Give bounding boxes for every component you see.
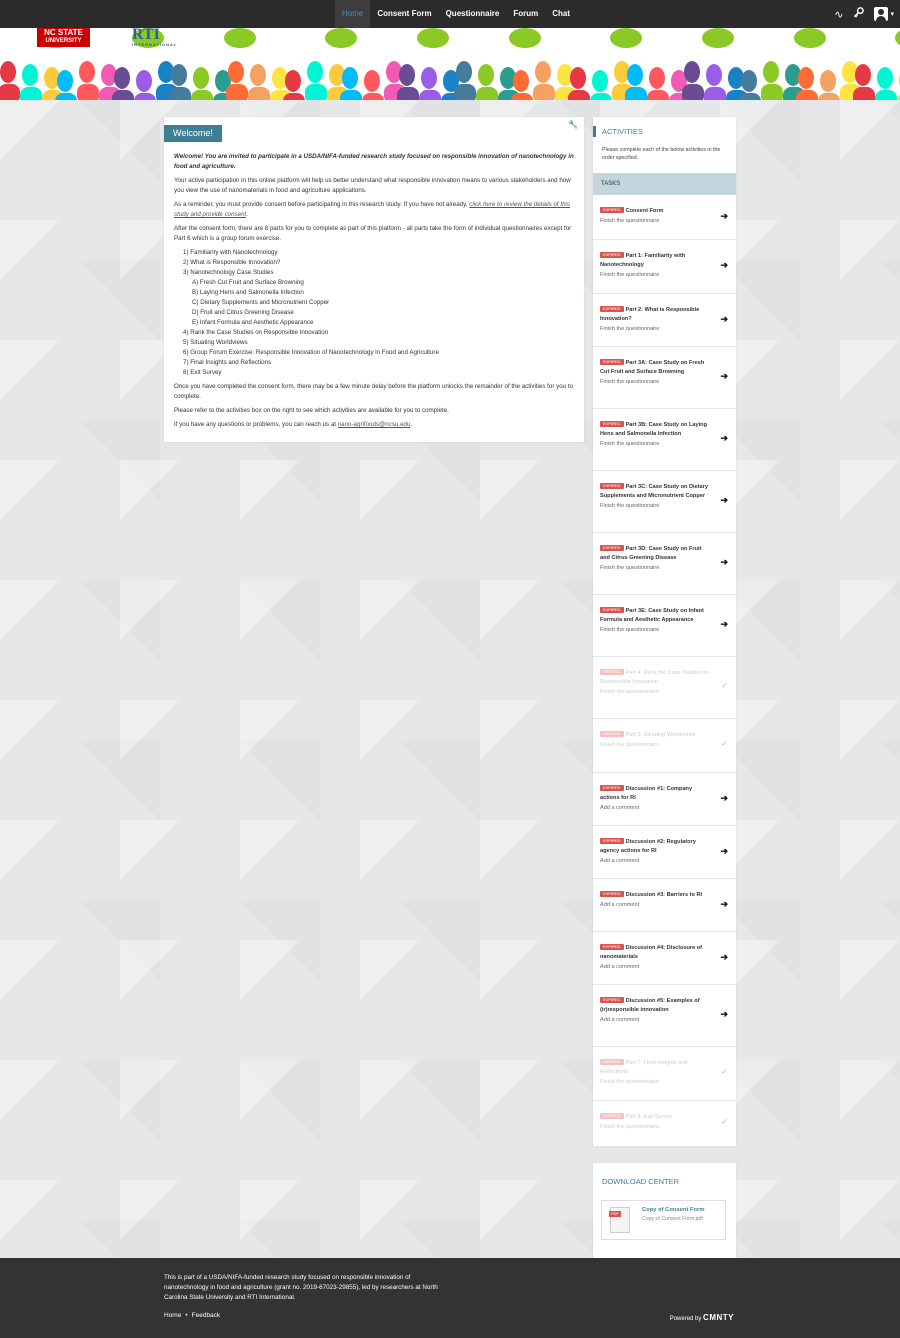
expired-badge: EXPIRED [600,607,624,613]
welcome-paragraph: Your active participation in this online platform will help us better understand what responsible innovation means to various stakeholders and how you view the use of nanomaterials in food and agriculture applications. [174,177,571,194]
wrench-icon[interactable]: 🔧 [568,120,578,129]
silhouette-head [193,67,209,89]
task-title [600,359,712,377]
arrow-right-icon: ➔ [720,313,728,324]
expired-badge: EXPIRED [600,545,624,551]
list-item: 5) Situating Worldviews [183,339,248,346]
task-title-text: Part 2: What is Responsible Innovation? [600,307,700,322]
task-item[interactable] [593,533,736,595]
task-item[interactable] [593,773,736,826]
task-item[interactable] [593,1101,736,1147]
expired-badge: EXPIRED [600,421,624,427]
expired-badge: EXPIRED [600,785,624,791]
task-item[interactable] [593,879,736,932]
welcome-title: Welcome! [164,125,222,142]
list-item: 4) Rank the Case Studies on Responsible Innovation [183,329,329,336]
download-item-filename: Copy of Consent Form.pdf [642,1216,703,1222]
task-title [600,1059,712,1077]
silhouette-head [855,64,871,86]
silhouette-head [57,70,73,92]
silhouette-head [570,67,586,89]
silhouette-head [513,70,529,92]
task-item[interactable] [593,294,736,347]
task-content [600,669,712,696]
task-subtitle: Finish the questionnaire [600,742,660,748]
task-subtitle: Add a comment [600,858,640,864]
download-item[interactable] [601,1200,726,1240]
task-content [600,421,712,448]
task-item[interactable] [593,409,736,471]
silhouette-body [0,84,20,100]
silhouette-head [798,67,814,89]
top-navbar [0,0,900,28]
silhouette-body [476,87,498,100]
list-item: D) Fruit and Citrus Greening Disease [192,309,294,316]
speech-bubble [417,28,449,48]
nav-consent-form[interactable]: Consent Form [377,9,432,18]
ncstate-logo[interactable]: NC STATE UNIVERSITY [37,28,90,47]
silhouette-head [228,61,244,83]
task-subtitle: Add a comment [600,1017,640,1023]
main-nav [335,0,577,28]
task-subtitle: Finish the questionnaire [600,565,660,571]
silhouette-head [250,64,266,86]
task-subtitle: Finish the questionnaire [600,1124,660,1130]
expired-badge: EXPIRED [600,359,624,365]
key-icon[interactable] [853,7,864,21]
task-content [600,545,712,572]
silhouette-head [877,67,893,89]
arrow-right-icon: ➔ [720,557,728,567]
list-item: 7) Final Insights and Reflections [183,359,272,366]
list-item: 2) What is Responsible Innovation? [183,259,281,266]
silhouette-head [456,61,472,83]
task-title-text: Part 3B: Case Study on Laying Hens and Salmonella Infection [600,422,707,437]
powered-by[interactable]: Powered by CMNTY [669,1313,734,1322]
task-subtitle: Finish the questionnaire [600,326,660,332]
silhouette-body [818,93,840,100]
silhouette-body [305,84,327,100]
silhouette-head [684,61,700,83]
task-title [600,838,712,856]
list-item: C) Dietary Supplements and Micronutrient Copper [192,299,330,306]
expired-badge: EXPIRED [600,1059,624,1065]
task-item[interactable] [593,826,736,879]
welcome-intro: Welcome! You are invited to participate in a USDA/NIFA-funded research study focused on responsible innovation of nanotechnology in food and agriculture. [174,153,574,170]
list-item: 1) Familiarity with Nanotechnology [183,249,278,256]
silhouette-body [397,87,419,100]
welcome-paragraph: After the consent form, there are 8 parts for you to complete as part of this platform - all parts take the form of individual questionnaires except for Part 6 which is a group forum exercise. [174,225,572,242]
silhouette-head [592,70,608,92]
task-title-text: Consent Form [625,208,664,214]
speech-bubble [610,28,642,48]
list-item: 8) Exit Survey [183,369,222,376]
task-item[interactable] [593,985,736,1047]
speech-bubble [509,28,541,48]
task-subtitle: Finish the questionnaire [600,627,660,633]
rti-logo[interactable]: RTI INTERNATIONAL [132,28,178,47]
arrow-right-icon: ➔ [720,495,728,505]
footer [0,1258,900,1338]
silhouette-body [875,90,897,100]
task-title [600,944,712,962]
task-title-text: Part 3A: Case Study on Fresh Cut Fruit and Surface Browning [600,360,705,375]
expired-badge: EXPIRED [600,1113,624,1119]
nav-right-tools [834,0,894,28]
footer-text: This is part of a USDA/NIFA-funded research study focused on responsible innovation of nanotechnology in food and agriculture (grant no. 2019-67023-29855), led by researchers at North Carolina State University and RTI International. [164,1274,438,1301]
silhouette-body [625,87,647,100]
footer-separator: • [185,1312,188,1319]
silhouette-head [114,67,130,89]
activity-icon[interactable]: ∿ [834,8,844,21]
silhouette-head [706,64,722,86]
task-content [600,997,712,1024]
silhouette-body [704,87,726,100]
silhouette-head [136,70,152,92]
expired-badge: EXPIRED [600,207,624,213]
download-center-widget [593,1163,736,1258]
task-title-text: Discussion #3: Barriers to RI [625,892,703,898]
pdf-file-icon: PDF [610,1207,630,1233]
task-title-text: Discussion #4: Disclosure of nanomaterials [600,945,703,960]
welcome-widget [164,117,584,442]
silhouette-head [741,70,757,92]
task-title-text: Part 1: Familiarity with Nanotechnology [600,253,686,268]
task-content [600,1113,712,1131]
silhouette-head [649,67,665,89]
task-title-text: Part 5: Situating Worldviews [625,732,696,738]
task-subtitle: Finish the questionnaire [600,689,660,695]
silhouette-head [285,70,301,92]
task-title [600,607,712,625]
silhouette-body [419,90,441,100]
nav-questionnaire[interactable]: Questionnaire [445,9,500,18]
task-title [600,1113,712,1122]
arrow-right-icon: ➔ [720,433,728,443]
task-title [600,785,712,803]
silhouette-head [478,64,494,86]
silhouette-head [627,64,643,86]
speech-bubble [224,28,256,48]
nav-home[interactable]: Home [335,0,370,28]
list-item: 6) Group Forum Exercise: Responsible Innovation of Nanotechnology in Food and Agriculture [183,349,439,356]
contact-paragraph: If you have any questions or problems, you can reach us at nano-agrifoods@ncsu.edu. [174,421,413,428]
expired-badge: EXPIRED [600,731,624,737]
expired-badge: EXPIRED [600,306,624,312]
task-title [600,306,712,324]
silhouette-head [79,61,95,83]
task-subtitle: Finish the questionnaire [600,503,660,509]
task-content [600,306,712,333]
welcome-paragraph: Please refer to the activities box on the right to see which activities are available for you to complete. [174,407,449,414]
task-content [600,891,712,909]
nav-chat[interactable]: Chat [552,9,571,18]
task-subtitle: Add a comment [600,902,640,908]
silhouette-body [20,87,42,100]
task-title-text: Part 8: Exit Survey [625,1114,672,1120]
welcome-body [174,152,574,434]
task-title-text: Part 3C: Case Study on Dietary Supplements and Micronutrient Copper [600,484,708,499]
list-item: 3) Nanotechnology Case Studies [183,269,274,276]
task-content [600,785,712,812]
silhouette-head [22,64,38,86]
silhouette-head [307,61,323,83]
task-title-text: Part 3D: Case Study on Fruit and Citrus Greening Disease [600,546,702,561]
silhouette-body [647,90,669,100]
silhouette-body [134,93,156,100]
task-content [600,607,712,634]
expired-badge: EXPIRED [600,891,624,897]
task-content [600,359,712,386]
header-banner [0,28,900,100]
silhouette-head [763,61,779,83]
task-content [600,252,712,279]
arrow-right-icon: ➔ [720,371,728,381]
footer-link-home[interactable]: Home [164,1312,182,1319]
welcome-paragraph: Once you have completed the consent form, there may be a few minute delay before the platform unlocks the remainder of the activities for you to complete. [174,383,573,400]
task-title [600,669,712,687]
task-title [600,421,712,439]
list-item: A) Fresh Cut Fruit and Surface Browning [192,279,304,286]
arrow-right-icon: ➔ [720,792,728,803]
task-item[interactable] [593,240,736,294]
silhouette-head [399,64,415,86]
expired-badge: EXPIRED [600,838,624,844]
task-title [600,731,712,740]
silhouette-head [0,61,16,83]
task-subtitle: Add a comment [600,964,640,970]
activities-title: ACTIVITIES [593,126,643,137]
consent-link[interactable]: click here to review the details of this study and provide consent [174,201,570,218]
activities-widget [593,117,736,1147]
task-title [600,207,712,216]
task-title [600,483,712,501]
speech-bubble [702,28,734,48]
task-subtitle: Add a comment [600,805,640,811]
task-content [600,731,712,749]
expired-badge: EXPIRED [600,944,624,950]
task-subtitle: Finish the questionnaire [600,379,660,385]
silhouette-body [169,87,191,100]
silhouette-body [362,93,384,100]
silhouette-body [853,87,875,100]
silhouette-head [535,61,551,83]
task-title-text: Discussion #2: Regulatory agency actions for RI [600,839,696,854]
task-title [600,252,712,270]
task-subtitle: Finish the questionnaire [600,441,660,447]
task-content [600,207,712,225]
expired-badge: EXPIRED [600,669,624,675]
checkmark-icon: ✓ [721,739,728,748]
user-avatar [874,7,888,21]
speech-bubble [325,28,357,48]
contact-email-link[interactable]: nano-agrifoods@ncsu.edu [337,421,411,428]
task-subtitle: Finish the questionnaire [600,1079,660,1085]
silhouette-head [364,70,380,92]
arrow-right-icon: ➔ [720,619,728,629]
silhouette-body [226,84,248,100]
silhouette-head [171,64,187,86]
task-item[interactable] [593,347,736,409]
silhouette-body [248,87,270,100]
user-menu[interactable] [874,7,894,21]
activities-description: Please complete each of the below activities in the order specified. [602,147,721,161]
task-title-text: Part 3E: Case Study on Infant Formula and Aesthetic Appearance [600,608,704,623]
tasks-header: TASKS [593,173,736,195]
task-title [600,891,712,900]
arrow-right-icon: ➔ [720,260,728,270]
task-title-text: Discussion #1: Company actions for RI [600,786,693,801]
silhouette-head [820,70,836,92]
footer-link-feedback[interactable]: Feedback [191,1312,221,1319]
silhouette-body [533,84,555,100]
task-content [600,1059,712,1086]
task-item[interactable] [593,932,736,985]
parts-list [183,248,574,378]
task-item[interactable] [593,719,736,773]
silhouette-head [421,67,437,89]
task-item[interactable] [593,657,736,719]
task-title [600,545,712,563]
task-title-text: Part 7: Final Insights and Reflections [600,1060,688,1075]
list-item: E) Infant Formula and Aesthetic Appearance [192,319,314,326]
checkmark-icon: ✓ [721,681,728,690]
silhouette-body [77,84,99,100]
silhouette-body [761,84,783,100]
download-item-title: Copy of Consent Form [642,1207,705,1213]
expired-badge: EXPIRED [600,997,624,1003]
silhouette-body [454,84,476,100]
task-item[interactable] [593,1047,736,1101]
list-item: B) Laying Hens and Salmonella Infection [192,289,304,296]
task-title [600,997,712,1015]
arrow-right-icon: ➔ [720,845,728,856]
arrow-right-icon: ➔ [720,951,728,962]
speech-bubble [895,28,900,48]
arrow-right-icon: ➔ [720,210,728,221]
silhouette-body [682,84,704,100]
task-content [600,944,712,971]
silhouette-head [342,67,358,89]
chevron-down-icon: ▾ [890,11,894,18]
silhouette-body [590,93,612,100]
task-subtitle: Finish the questionnaire [600,218,660,224]
speech-bubble [794,28,826,48]
task-subtitle: Finish the questionnaire [600,272,660,278]
task-item[interactable] [593,595,736,657]
checkmark-icon: ✓ [721,1067,728,1076]
arrow-right-icon: ➔ [720,1009,728,1019]
checkmark-icon: ✓ [721,1117,728,1126]
expired-badge: EXPIRED [600,252,624,258]
task-content [600,838,712,865]
task-item[interactable] [593,195,736,240]
task-content [600,483,712,510]
silhouette-body [191,90,213,100]
expired-badge: EXPIRED [600,483,624,489]
download-center-title: DOWNLOAD CENTER [602,1177,680,1186]
footer-links [164,1312,220,1319]
nav-forum[interactable]: Forum [513,9,539,18]
task-item[interactable] [593,471,736,533]
task-title-text: Discussion #5: Examples of (ir)responsible innovation [600,998,700,1013]
task-title-text: Part 4: Rank the Case Studies on Responsible Innovation [600,670,709,685]
consent-reminder: As a reminder, you must provide consent before participating in this research study. If you have not already, click here to review the details of this study and provide consent. [174,201,570,218]
arrow-right-icon: ➔ [720,898,728,909]
